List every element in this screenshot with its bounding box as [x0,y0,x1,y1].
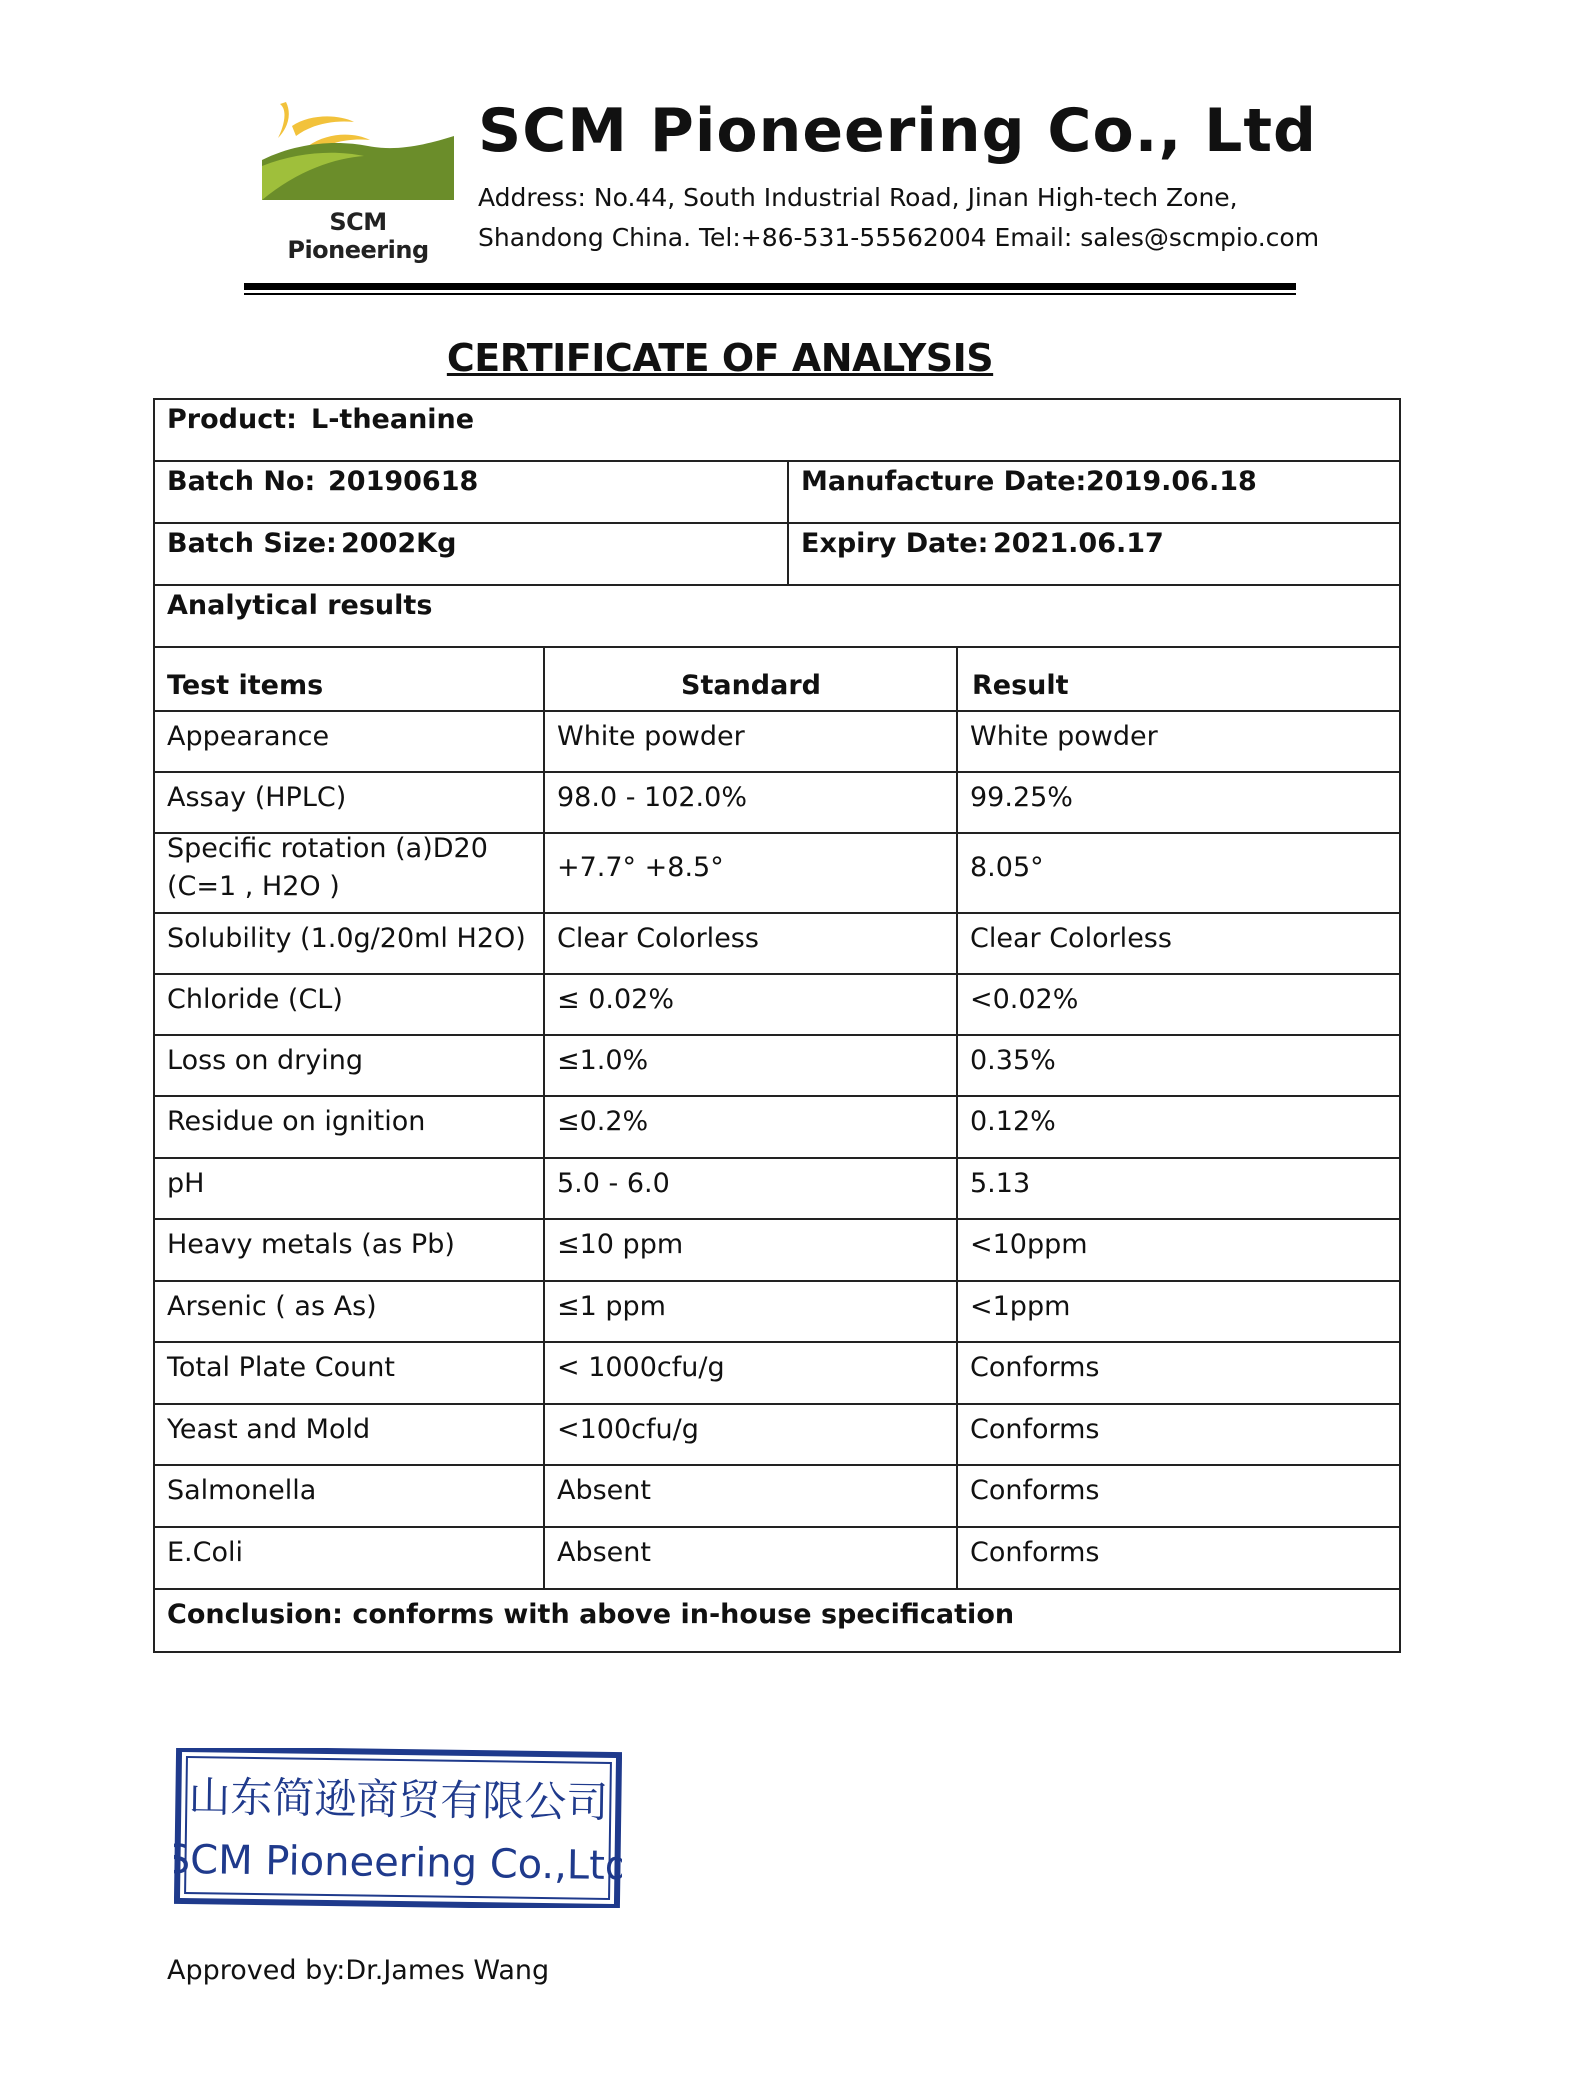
test-item-cell: Assay (HPLC) [167,782,347,813]
manufacture-date-value: 2019.06.18 [1086,466,1257,497]
test-item-cell: Yeast and Mold [167,1414,371,1445]
test-item-cell: Appearance [167,721,330,752]
result-cell: <1ppm [970,1291,1071,1322]
result-cell: Clear Colorless [970,923,1172,954]
manufacture-date-label: Manufacture Date: [801,466,1087,497]
result-cell: 5.13 [970,1168,1031,1199]
test-item-cell: Salmonella [167,1475,317,1506]
table-row [153,832,1401,912]
table-row [153,1218,1401,1280]
header-divider [244,283,1296,290]
batch-size-label: Batch Size: [167,528,337,559]
table-row [153,710,1401,771]
result-cell: <10ppm [970,1229,1088,1260]
table-border-bottom [153,1651,1401,1653]
batch-no-row [153,460,1401,522]
document-title: CERTIFICATE OF ANALYSIS [446,336,994,380]
batch-size-row [153,522,1401,584]
stamp-line-chinese: 山东简逊商贸有限公司 [188,1772,609,1827]
batch-no-label: Batch No: [167,466,316,497]
table-row [153,912,1401,973]
result-cell: Conforms [970,1352,1100,1383]
result-cell: Conforms [970,1414,1100,1445]
test-item-cell: E.Coli [167,1537,244,1568]
table-row [153,1095,1401,1157]
test-item-cell: Heavy metals (as Pb) [167,1229,455,1260]
standard-cell: 98.0 - 102.0% [557,782,747,813]
standard-cell: Absent [557,1537,651,1568]
expiry-date-value: 2021.06.17 [993,528,1164,559]
table-row [153,1403,1401,1464]
column-header-test-items: Test items [167,670,324,701]
stamp-graphic [174,1748,622,1908]
expiry-date-label: Expiry Date: [801,528,989,559]
standard-cell: ≤ 0.02% [557,984,674,1015]
address-line-2: Shandong China. Tel:+86-531-55562004 Email: sales@scmpio.com [478,223,1320,252]
standard-cell: ≤0.2% [557,1106,649,1137]
test-item-cell: Total Plate Count [167,1352,395,1383]
product-label: Product: [167,404,297,435]
results-header-row [153,646,1401,710]
table-row [153,1034,1401,1095]
test-item-cell: Chloride (CL) [167,984,343,1015]
standard-cell: ≤1 ppm [557,1291,666,1322]
company-name: SCM Pioneering Co., Ltd [478,96,1318,166]
product-value: L-theanine [311,404,475,435]
result-cell: 0.35% [970,1045,1056,1076]
logo-text: SCM Pioneering [287,208,429,264]
company-address [478,178,1319,258]
result-cell: Conforms [970,1475,1100,1506]
table-row [153,973,1401,1034]
company-stamp [174,1748,622,1908]
table-row [153,1280,1401,1341]
column-header-result: Result [972,670,1069,701]
test-item-cell: Loss on drying [167,1045,363,1076]
test-item-cell: pH [167,1168,205,1199]
analysis-table [153,398,1401,1653]
approved-by: Approved by:Dr.James Wang [167,1955,550,1986]
standard-cell: ≤1.0% [557,1045,649,1076]
result-cell: White powder [970,721,1158,752]
column-header-standard: Standard [681,670,821,701]
table-row [153,1157,1401,1218]
result-cell: 99.25% [970,782,1073,813]
table-row [153,1526,1401,1588]
result-cell: 0.12% [970,1106,1056,1137]
table-row [153,771,1401,832]
analytical-results-row [153,584,1401,646]
standard-cell: <100cfu/g [557,1414,699,1445]
test-item-cell: Arsenic ( as As) [167,1291,377,1322]
analytical-results-label: Analytical results [167,590,433,621]
standard-cell: White powder [557,721,745,752]
product-row [153,398,1401,460]
address-line-1: Address: No.44, South Industrial Road, Jinan High-tech Zone, [478,183,1238,212]
result-cell: 8.05° [970,852,1044,883]
standard-cell: +7.7° +8.5° [557,852,724,883]
test-item-cell: Solubility (1.0g/20ml H2O) [167,923,526,954]
conclusion-row [153,1588,1401,1651]
standard-cell: < 1000cfu/g [557,1352,725,1383]
logo-graphic-icon [258,96,458,206]
result-cell: <0.02% [970,984,1079,1015]
test-item-cell: Residue on ignition [167,1106,426,1137]
batch-no-value: 20190618 [328,466,479,497]
conclusion-text: Conclusion: conforms with above in-house specification [167,1599,1015,1630]
standard-cell: Absent [557,1475,651,1506]
stamp-line-english: SCM Pioneering Co.,Ltd [174,1836,622,1890]
standard-cell: 5.0 - 6.0 [557,1168,670,1199]
header-divider-thin [244,293,1296,295]
table-row [153,1464,1401,1526]
standard-cell: Clear Colorless [557,923,759,954]
result-cell: Conforms [970,1537,1100,1568]
test-item-cell: Specific rotation (a)D20 [167,833,488,864]
standard-cell: ≤10 ppm [557,1229,684,1260]
company-logo [258,96,458,264]
table-row [153,1341,1401,1403]
batch-size-value: 2002Kg [341,528,457,559]
test-item-cell-line-2: (C=1 , H2O ) [167,871,340,902]
